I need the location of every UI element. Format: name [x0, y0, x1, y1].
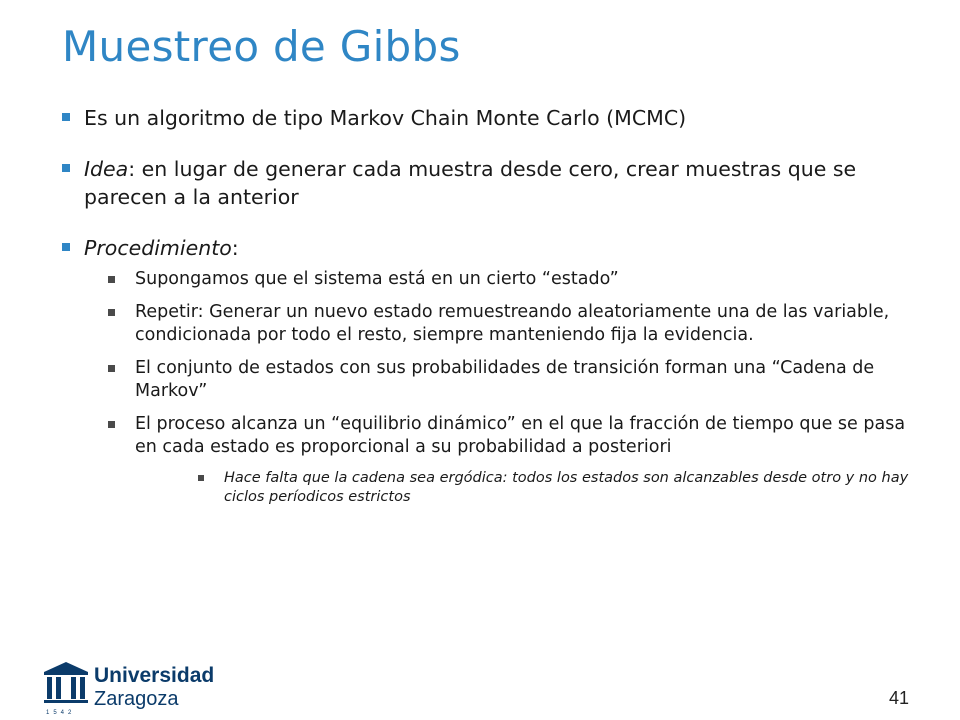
bullet-idea — [62, 155, 912, 211]
logo-text-zaragoza: Zaragoza — [94, 688, 179, 710]
bullet-procedimiento-colon: : — [231, 236, 239, 260]
sub-sub-bullet-text: Hace falta que la cadena sea ergódica: todos los estados son alcanzables desde otro y no hay ciclos períodicos estrictos — [224, 469, 909, 505]
bullet-mcmc-text: Es un algoritmo de tipo Markov Chain Monte Carlo (MCMC) — [84, 106, 687, 130]
bullet-idea-keyword: Idea — [84, 157, 129, 181]
square-bullet-icon — [108, 276, 115, 283]
square-bullet-icon — [108, 309, 115, 316]
square-bullet-icon — [62, 243, 70, 251]
bullet-procedimiento-keyword: Procedimiento — [84, 236, 232, 260]
square-bullet-icon — [62, 164, 70, 172]
sub-bullet-text: El proceso alcanza un “equilibrio dinámico” en el que la fracción de tiempo que se pasa en cada estado es proporcional a su probabilidad a posteriori — [135, 413, 906, 457]
slide-title: Muestreo de Gibbs — [62, 22, 461, 71]
sub-bullet-text: Repetir: Generar un nuevo estado remuestreando aleatoriamente una de las variable, condicionada por todo el resto, siempre manteniendo fija la evidencia. — [135, 301, 890, 345]
logo-text-universidad: Universidad — [94, 664, 215, 687]
sub-bullet-text: El conjunto de estados con sus probabilidades de transición forman una “Cadena de Markov” — [135, 357, 875, 401]
sub-bullet-estado — [108, 268, 912, 292]
sub-sub-bullet-ergodica — [198, 469, 912, 507]
sub-bullet-repetir — [108, 301, 912, 348]
slide-content — [62, 104, 912, 507]
bullet-idea-text: : en lugar de generar cada muestra desde cero, crear muestras que se parecen a la anterior — [84, 157, 857, 209]
square-bullet-icon — [62, 113, 70, 121]
logo-year: 1542 — [46, 710, 76, 716]
square-bullet-icon — [198, 475, 204, 481]
sub-bullet-equilibrio — [108, 413, 912, 460]
sub-bullet-text: Supongamos que el sistema está en un cierto “estado” — [135, 269, 619, 289]
sub-bullet-cadena — [108, 357, 912, 404]
square-bullet-icon — [108, 421, 115, 428]
page-number: 41 — [889, 688, 910, 708]
square-bullet-icon — [108, 365, 115, 372]
bullet-mcmc — [62, 104, 912, 132]
bullet-procedimiento — [62, 234, 912, 262]
